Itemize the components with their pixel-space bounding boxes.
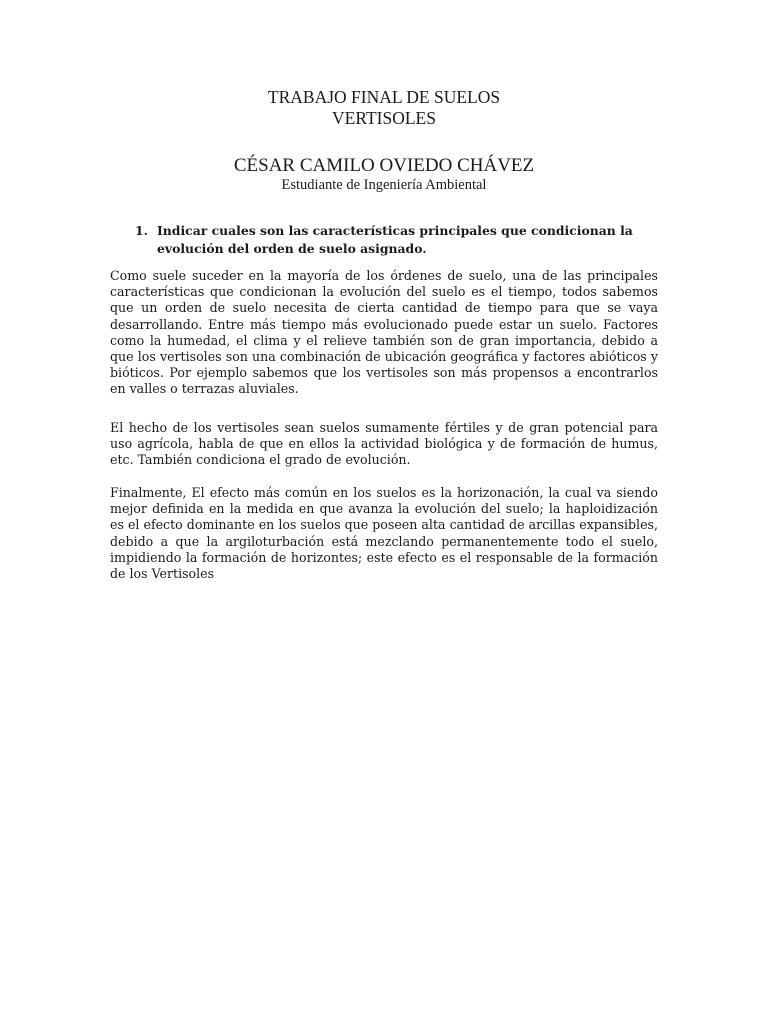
title-line-1: TRABAJO FINAL DE SUELOS: [267, 87, 501, 107]
question-number: 1.: [135, 223, 148, 238]
body-paragraph: El hecho de los vertisoles sean suelos sumamente fértiles y de gran potencial para uso agrícola, habla de que en ellos la actividad biológica y de formación de humus, etc. También condiciona el grado de evolución.: [110, 420, 658, 468]
question-text: Indicar cuales son las características principales que condicionan la evolución del orden de suelo asignado.: [157, 223, 633, 256]
title-line-2: VERTISOLES: [332, 108, 436, 128]
author-name: CÉSAR CAMILO OVIEDO CHÁVEZ: [233, 155, 535, 176]
author-affiliation: Estudiante de Ingeniería Ambiental: [281, 177, 487, 193]
body-paragraph: Finalmente, El efecto más común en los suelos es la horizonación, la cual va siendo mejor definida en la medida en que avanza la evolución del suelo; la haploidización es el efecto dominante en los suelos que poseen alta cantidad de arcillas expansibles, debido a que la argiloturbación está mezclando permanentemente todo el suelo, impidiendo la formación de horizontes; este efecto es el responsable de la formación de los Vertisoles: [110, 485, 658, 582]
question-item: [135, 222, 635, 258]
body-paragraph: Como suele suceder en la mayoría de los órdenes de suelo, una de las principales características que condicionan la evolución del suelo es el tiempo, todos sabemos que un orden de suelo necesita de cierta cantidad de tiempo para que se vaya desarrollando. Entre más tiempo más evolucionado puede estar un suelo. Factores como la humedad, el clima y el relieve también son de gran importancia, debido a que los vertisoles son una combinación de ubicación geográfica y factores abióticos y bióticos. Por ejemplo sabemos que los vertisoles son más propensos a encontrarlos en valles o terrazas aluviales.: [110, 268, 658, 397]
